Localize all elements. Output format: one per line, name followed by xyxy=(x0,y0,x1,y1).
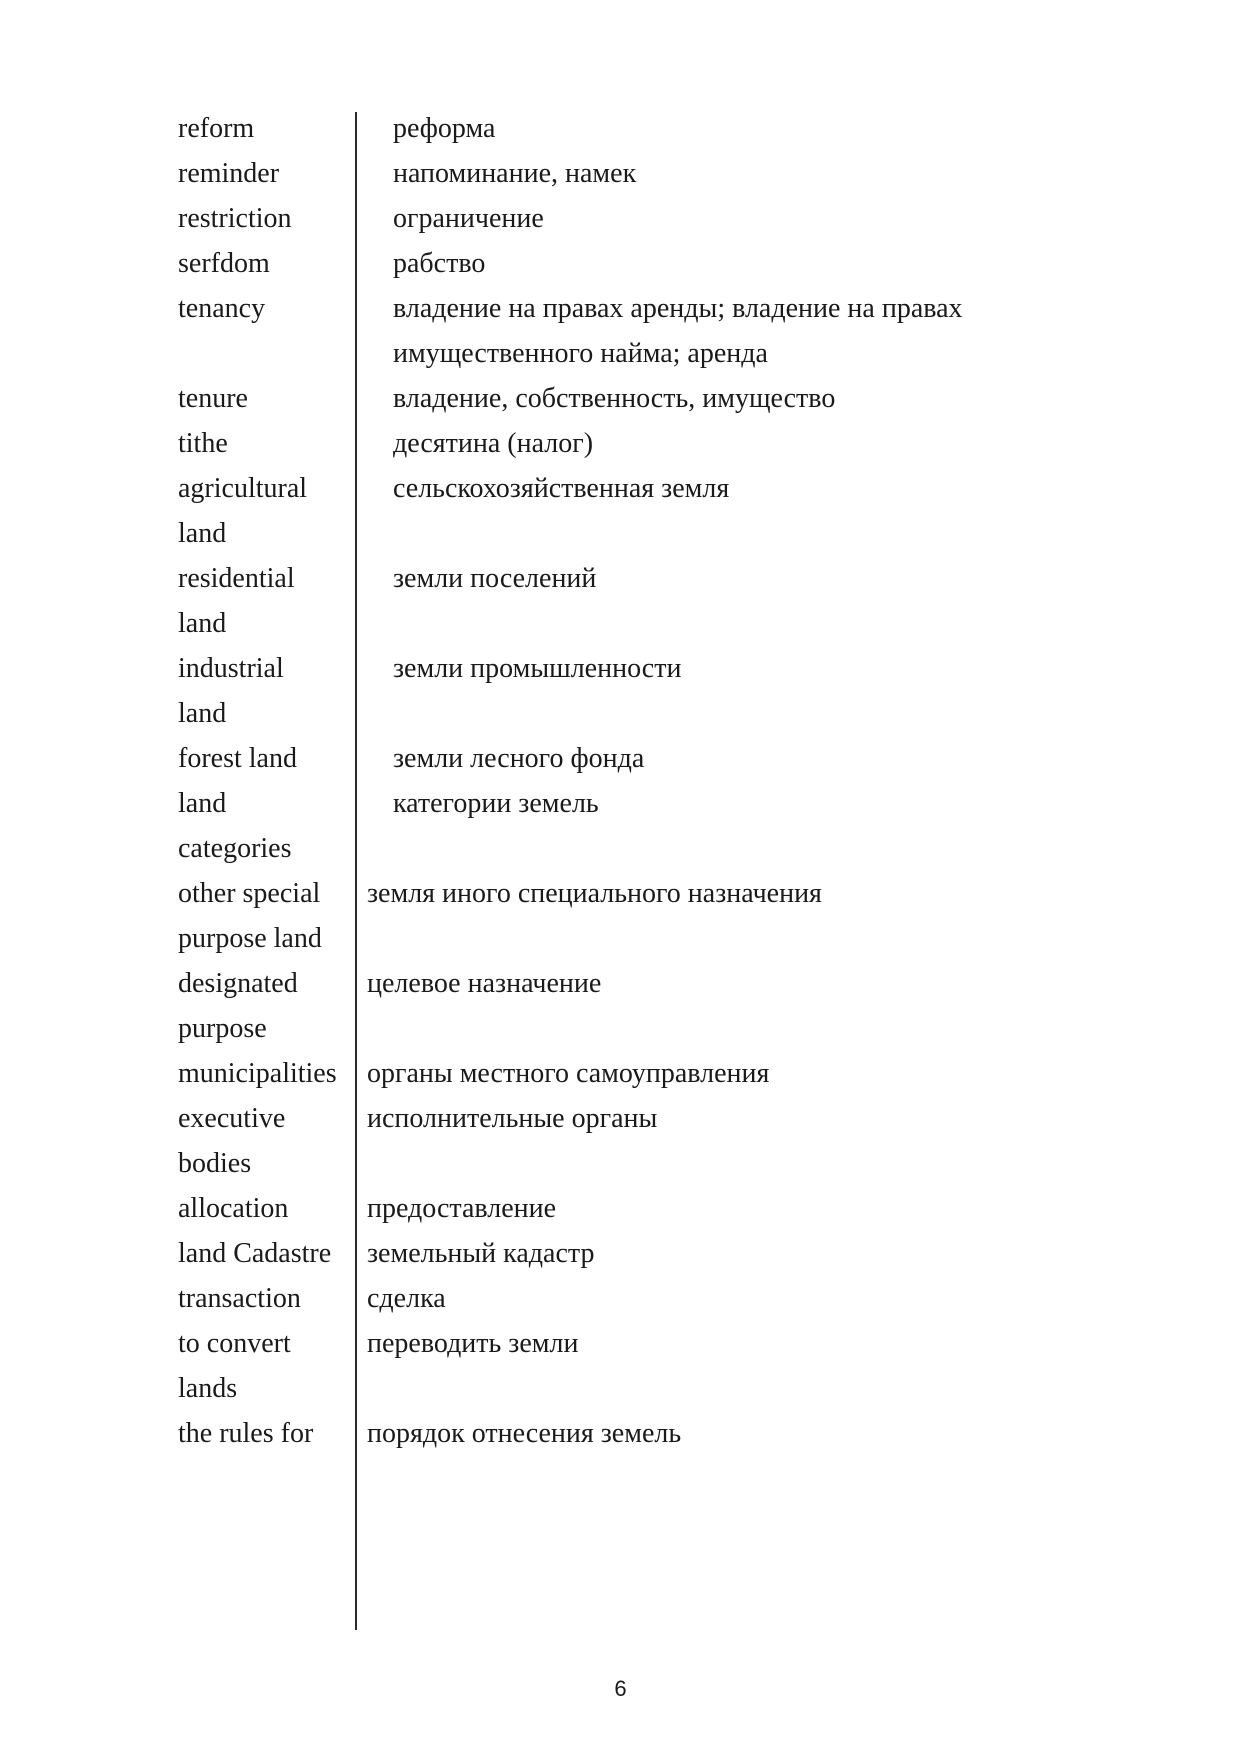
glossary-term: serfdom xyxy=(178,248,270,279)
glossary-row xyxy=(0,599,1241,649)
glossary-row xyxy=(0,779,1241,829)
glossary-term: designated xyxy=(178,968,298,999)
glossary-row xyxy=(0,464,1241,514)
glossary-row xyxy=(0,734,1241,784)
glossary-row xyxy=(0,284,1241,334)
glossary-row xyxy=(0,1094,1241,1144)
glossary-term: municipalities xyxy=(178,1058,337,1089)
glossary-translation: сделка xyxy=(367,1283,446,1314)
glossary-row xyxy=(0,1229,1241,1279)
glossary-term: land xyxy=(178,698,227,729)
glossary-translation: владение, собственность, имущество xyxy=(393,383,836,414)
glossary-row xyxy=(0,689,1241,739)
glossary-row xyxy=(0,149,1241,199)
glossary-row xyxy=(0,824,1241,874)
glossary-translation: предоставление xyxy=(367,1193,557,1224)
glossary-translation: сельскохозяйственная земля xyxy=(393,473,730,504)
glossary-term: industrial xyxy=(178,653,284,684)
glossary-row xyxy=(0,509,1241,559)
glossary-term: residential xyxy=(178,563,295,594)
glossary-row xyxy=(0,1409,1241,1459)
glossary-term: tithe xyxy=(178,428,228,459)
glossary-term: transaction xyxy=(178,1283,301,1314)
glossary-translation: владение на правах аренды; владение на правах xyxy=(393,293,963,324)
glossary-row xyxy=(0,1274,1241,1324)
glossary-row xyxy=(0,194,1241,244)
glossary-row xyxy=(0,1049,1241,1099)
glossary-translation: порядок отнесения земель xyxy=(367,1418,682,1449)
glossary-term: reminder xyxy=(178,158,280,189)
glossary-term: restriction xyxy=(178,203,292,234)
glossary-translation: напоминание, намек xyxy=(393,158,637,189)
glossary-row xyxy=(0,1004,1241,1054)
glossary-term: the rules for xyxy=(178,1418,314,1449)
glossary-term: reform xyxy=(178,113,255,144)
glossary-row xyxy=(0,1364,1241,1414)
glossary-term: allocation xyxy=(178,1193,289,1224)
glossary-translation: земли поселений xyxy=(393,563,597,594)
glossary-translation: категории земель xyxy=(393,788,599,819)
glossary-term: forest land xyxy=(178,743,297,774)
glossary-translation: реформа xyxy=(393,113,496,144)
glossary-translation: земельный кадастр xyxy=(367,1238,595,1269)
glossary-translation: ограничение xyxy=(393,203,544,234)
glossary-translation: переводить земли xyxy=(367,1328,579,1359)
glossary-term: executive xyxy=(178,1103,286,1134)
glossary-row xyxy=(0,1139,1241,1189)
glossary-term: land Cadastre xyxy=(178,1238,332,1269)
glossary-term: land xyxy=(178,788,227,819)
glossary-term: bodies xyxy=(178,1148,252,1179)
glossary-row xyxy=(0,644,1241,694)
glossary-row xyxy=(0,1319,1241,1369)
glossary-term: land xyxy=(178,518,227,549)
glossary-term: to convert xyxy=(178,1328,291,1359)
glossary-term: tenure xyxy=(178,383,248,414)
glossary-term: lands xyxy=(178,1373,238,1404)
glossary-term: agricultural xyxy=(178,473,308,504)
glossary-row xyxy=(0,329,1241,379)
glossary-translation: органы местного самоуправления xyxy=(367,1058,770,1089)
glossary-term: categories xyxy=(178,833,292,864)
glossary-translation: исполнительные органы xyxy=(367,1103,658,1134)
glossary-translation: десятина (налог) xyxy=(393,428,594,459)
glossary-translation: имущественного найма; аренда xyxy=(393,338,768,369)
glossary-row xyxy=(0,419,1241,469)
glossary-translation: земли лесного фонда xyxy=(393,743,645,774)
glossary-translation: рабство xyxy=(393,248,486,279)
glossary-term: tenancy xyxy=(178,293,266,324)
glossary-translation: земля иного специального назначения xyxy=(367,878,822,909)
glossary-row xyxy=(0,104,1241,154)
glossary-row xyxy=(0,869,1241,919)
glossary-term: purpose land xyxy=(178,923,322,954)
glossary-term: other special xyxy=(178,878,321,909)
glossary-row xyxy=(0,1184,1241,1234)
glossary-row xyxy=(0,554,1241,604)
glossary-translation: целевое назначение xyxy=(367,968,602,999)
page-number: 6 xyxy=(614,1676,627,1701)
glossary-row xyxy=(0,914,1241,964)
glossary-term: purpose xyxy=(178,1013,267,1044)
glossary-row xyxy=(0,239,1241,289)
glossary-row xyxy=(0,374,1241,424)
glossary-row xyxy=(0,959,1241,1009)
glossary-term: land xyxy=(178,608,227,639)
glossary-translation: земли промышленности xyxy=(393,653,682,684)
